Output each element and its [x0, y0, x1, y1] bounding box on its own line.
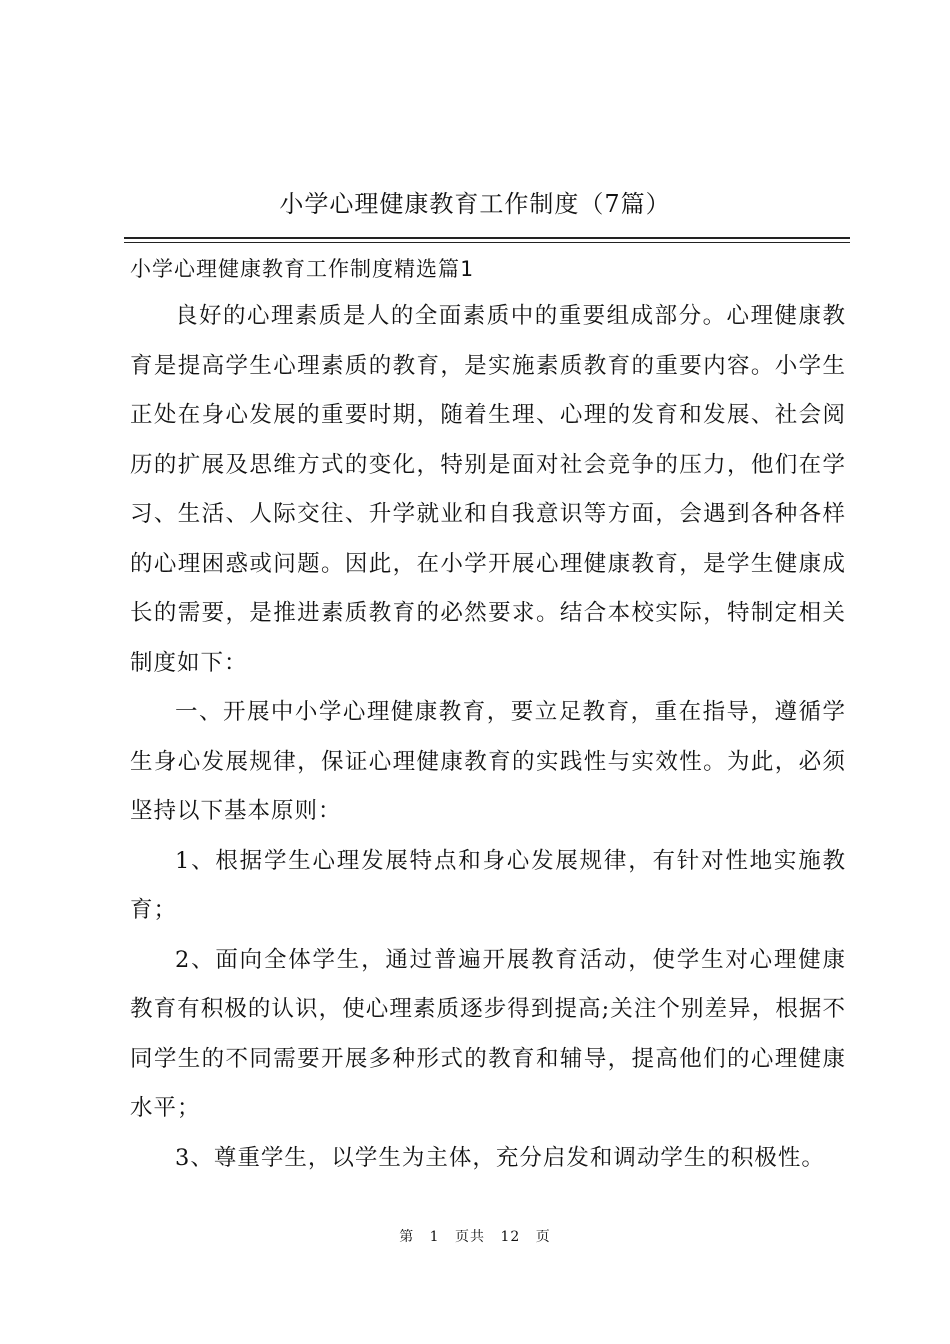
paragraph: 1、根据学生心理发展特点和身心发展规律，有针对性地实施教育； — [130, 847, 846, 923]
title-divider-thin — [124, 242, 850, 243]
title-divider-thick — [124, 237, 850, 239]
paragraph: 良好的心理素质是人的全面素质中的重要组成部分。心理健康教育是提高学生心理素质的教育，是实施素质教育的重要内容。小学生正处在身心发展的重要时期，随着生理、心理的发育和发展、社会阅历的扩展及思维方式的变化，特别是面对社会竞争的压力，他们在学习、生活、人际交往、升学就业和自我意识等方面，会遇到各种各样的心理困惑或问题。因此，在小学开展心理健康教育，是学生健康成长的需要，是推进素质教育的必然要求。结合本校实际，特制定相关制度如下： — [130, 303, 846, 676]
paragraph: 3、尊重学生，以学生为主体，充分启发和调动学生的积极性。 — [175, 1144, 825, 1171]
body-text — [130, 292, 846, 1183]
paragraph: 2、面向全体学生，通过普遍开展教育活动，使学生对心理健康教育有积极的认识，使心理素质逐步得到提高;关注个别差异，根据不同学生的不同需要开展多种形式的教育和辅导，提高他们的心理健康水平； — [130, 946, 846, 1121]
page-footer: 第 1 页共 12 页 — [399, 1229, 551, 1245]
section-heading: 小学心理健康教育工作制度精选篇1 — [130, 257, 474, 281]
document-title: 小学心理健康教育工作制度（7篇） — [279, 190, 671, 218]
paragraph: 一、开展中小学心理健康教育，要立足教育，重在指导，遵循学生身心发展规律，保证心理健康教育的实践性与实效性。为此，必须坚持以下基本原则： — [130, 699, 846, 824]
